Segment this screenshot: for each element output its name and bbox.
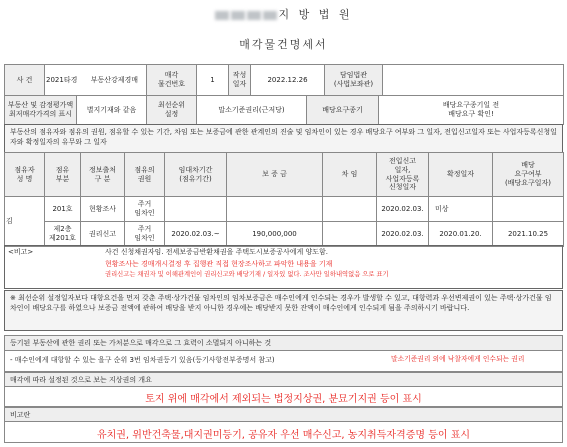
cell: [493, 197, 564, 222]
remark-label: <비고>: [8, 248, 34, 256]
cell: 제2층 제201호: [45, 222, 81, 247]
date-label: 작성 일자: [229, 65, 251, 96]
senior-value: 말소기준권리(근저당): [197, 96, 307, 125]
remark-red-2: 권리신고는 채권자 및 이해관계인이 권리신고와 배당기재 / 일자있 없다. 조사만 일하내역없음 으로 표기: [105, 271, 389, 278]
date-value: 2022.12.26: [251, 65, 325, 96]
case-info-table: [4, 64, 564, 96]
notice-text: ※ 최선순위 설정일자보다 대항요건을 먼저 갖춘 주택·상가건물 임차인의 임차보증금은 매수인에게 인수되는 경우가 발생할 수 있고, 대항력과 우선변제권이 있는 주택·상가건물 임차인이 배당요구를 하였으나 보증금 전액에 관하여 배당을 받지 아니한 경우에는 배당받지 못한 잔액이 매수인에게 인수되게 됨을 주의하시기 바랍니다.: [10, 294, 552, 313]
case-name: 부동산강제경매: [90, 75, 139, 84]
cell: [165, 197, 227, 222]
header-move-in: 전입신고 일자, 사업자등록 신청일자: [377, 153, 429, 197]
deadline-value: 배당요구종기일 전 배당요구 확인!: [379, 96, 564, 125]
cell: 주거 임차인: [125, 197, 165, 222]
header-title: 점유의 권원: [125, 153, 165, 197]
judge-value: [383, 65, 564, 96]
occupants-table: [4, 152, 564, 247]
remark2-box: [4, 422, 563, 443]
judge-label: 담임법관 (사법보좌관): [325, 65, 383, 96]
notice-box: [4, 290, 563, 331]
cell: 2020.01.20.: [429, 222, 493, 247]
price-label: 부동산 및 감정평가액 최저매각가격의 표시: [5, 96, 77, 125]
registered-rights-red: 말소기준권리 외에 낙찰자에게 인수되는 권리: [391, 355, 525, 363]
surface-rights-box: [4, 387, 563, 407]
senior-label: 최선순위 설정: [147, 96, 197, 125]
registered-rights-text: - 매수인에게 대항할 수 있는 을구 순위 3번 임차권등기 있음(등기사항전부증명서 참고): [10, 356, 275, 364]
cell: [323, 197, 377, 222]
cell: 2020.02.03.: [377, 222, 429, 247]
item-number: 1: [197, 65, 229, 96]
cell: 2020.02.03.: [377, 197, 429, 222]
occupants-header-row: [5, 153, 564, 197]
cell: 190,000,000: [227, 222, 323, 247]
cell: [323, 222, 377, 247]
cell: 권리신고: [81, 222, 125, 247]
case-number: 2021타경: [46, 75, 78, 84]
document-title: 매각물건명세서: [239, 38, 328, 51]
cell: 201호: [45, 197, 81, 222]
header-period: 임대차기간 (점유기간): [165, 153, 227, 197]
remark-text: 사건 신청채권자임. 전세보증금반환채권을 주택도시보증공사에게 양도함.: [105, 248, 328, 256]
cell: 2020.02.03.~: [165, 222, 227, 247]
occupant-name: 김: [5, 197, 45, 247]
price-attached: 별지기재와 같음: [77, 96, 147, 125]
remark2-red: 유치권, 위반건축물,대지권미등기, 공유자 우선 매수신고, 농지취득자격증명 등이 표시: [96, 430, 471, 441]
case-label: 사 건: [5, 65, 45, 96]
header-fixed-date: 확정일자: [429, 153, 493, 197]
item-number-label: 매각 물건번호: [147, 65, 197, 96]
remark-box: [4, 245, 563, 289]
header-occupant: 점유자 성 명: [5, 153, 45, 197]
cell: [227, 197, 323, 222]
table-row: [5, 222, 564, 247]
cell: 2021.10.25: [493, 222, 564, 247]
table-row: [5, 197, 564, 222]
cell: 현황조사: [81, 197, 125, 222]
remark2-title: 비고란: [4, 407, 563, 422]
header-rent: 차 임: [323, 153, 377, 197]
court-name-text: 지 방 법 원: [278, 8, 353, 21]
surface-rights-red: 토지 위에 매각에서 제외되는 법정지상권, 분묘기지권 등이 표시: [145, 394, 422, 405]
cell: 주거 임차인: [125, 222, 165, 247]
price-table: [4, 95, 564, 125]
deadline-label: 배당요구종기: [307, 96, 379, 125]
header-part: 점유 부분: [45, 153, 81, 197]
court-name: [0, 6, 567, 22]
registered-rights-box: [4, 351, 563, 372]
cell: 미상: [429, 197, 493, 222]
redacted-text: [215, 11, 229, 20]
case-number-cell: [45, 65, 147, 96]
occupancy-notice: 부동산의 점유자와 점유의 권원, 점유할 수 있는 기간, 차임 또는 보증금에 관한 관계인의 진술 및 임차인이 있는 경우 배당요구 여부와 그 일자, 전입신고일자 또는 사업자등록신청일자와 확정일자의 유무와 그 일자: [10, 128, 557, 147]
redacted-text: [231, 11, 245, 20]
header-source: 정보출처 구 분: [81, 153, 125, 197]
registered-rights-title: 등기된 부동산에 관한 권리 또는 가처분으로 매각으로 그 효력이 소멸되지 아니하는 것: [4, 335, 563, 351]
remark-red-1: 현황조사는 경매개시결정 후 집행관 직접 현장조사하고 파악한 내용을 기재: [105, 260, 333, 268]
surface-rights-title: 매각에 따라 설정된 것으로 보는 지상권의 개요: [4, 372, 563, 387]
header-deposit: 보 증 금: [227, 153, 323, 197]
header-dividend: 배당 요구여부 (배당요구일자): [493, 153, 564, 197]
redacted-text: [247, 11, 261, 20]
redacted-text: [263, 11, 277, 20]
occupancy-notice-box: [4, 124, 563, 153]
